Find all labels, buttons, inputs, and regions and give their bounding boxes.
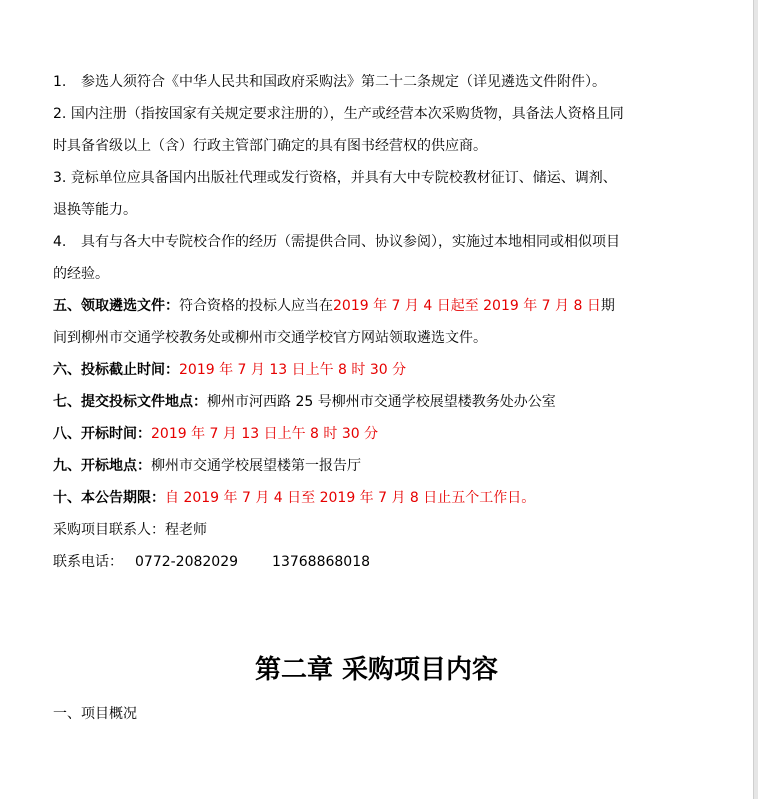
page-margin <box>754 0 758 799</box>
section-label: 十、本公告期限 <box>53 490 151 506</box>
label-colon: ： <box>137 458 151 474</box>
item-number: 2. <box>53 106 67 122</box>
chapter-title: 第二章 采购项目内容 <box>254 655 499 685</box>
phone-number-2: 13768868018 <box>272 554 371 570</box>
label-colon: ： <box>165 362 179 378</box>
item-text: 具有与各大中专院校合作的经历（需提供合同、协议参阅），实施过本地相同或相似项目 <box>81 234 620 250</box>
deadline-value: 2019 年 7 月 13 日上午 8 时 30 分 <box>179 362 407 378</box>
item-number: 4. <box>53 234 67 250</box>
item-text: 国内注册（指按国家有关规定要求注册的），生产或经营本次采购货物，具备法人资格且同 <box>70 106 624 122</box>
item-text: 参选人须符合《中华人民共和国政府采购法》第二十二条规定（详见遴选文件附件）。 <box>81 74 606 90</box>
section-text: 符合资格的投标人应当在 <box>179 298 333 314</box>
requirement-item-2-line1 <box>53 98 703 130</box>
section-label: 八、开标时间 <box>53 426 137 442</box>
item-text: 竞标单位应具备国内出版社代理或发行资格，并具有大中专院校教材征订、储运、调剂、 <box>70 170 617 186</box>
label-colon: ： <box>151 490 165 506</box>
contact-person <box>53 514 703 546</box>
requirement-item-3-line1 <box>53 162 703 194</box>
section-5-line1 <box>53 290 703 322</box>
label-colon: ： <box>165 298 179 314</box>
section-date: 2019 年 7 月 4 日起至 2019 年 7 月 8 日 <box>333 298 601 314</box>
requirement-item-2-line2 <box>53 130 703 162</box>
requirement-item-3-line2 <box>53 194 703 226</box>
section-5-line2 <box>53 322 703 354</box>
item-text: 的经验。 <box>53 266 109 282</box>
section-label: 九、开标地点 <box>53 458 137 474</box>
item-text: 退换等能力。 <box>53 202 137 218</box>
section-9 <box>53 450 703 482</box>
section-10 <box>53 482 703 514</box>
requirement-item-4-line1 <box>53 226 703 258</box>
item-number: 3. <box>53 170 67 186</box>
submission-location: 柳州市河西路 25 号柳州市交通学校展望楼教务处办公室 <box>207 394 556 410</box>
item-number: 1. <box>53 74 67 90</box>
announcement-period: 自 2019 年 7 月 4 日至 2019 年 7 月 8 日止五个工作日。 <box>165 490 536 506</box>
phone-label: 联系电话： <box>53 554 123 570</box>
label-colon: ： <box>193 394 207 410</box>
section-label: 七、提交投标文件地点 <box>53 394 193 410</box>
section-8 <box>53 418 703 450</box>
label-colon: ： <box>137 426 151 442</box>
contact-person-text: 采购项目联系人：程老师 <box>53 522 207 538</box>
opening-location: 柳州市交通学校展望楼第一报告厅 <box>151 458 361 474</box>
item-text: 时具备省级以上（含）行政主管部门确定的具有图书经营权的供应商。 <box>53 138 487 154</box>
section-label: 五、领取遴选文件 <box>53 298 165 314</box>
requirement-item-1 <box>53 66 703 98</box>
requirement-item-4-line2 <box>53 258 703 290</box>
opening-time: 2019 年 7 月 13 日上午 8 时 30 分 <box>151 426 379 442</box>
contact-phone <box>53 546 703 578</box>
section-heading: 一、项目概况 <box>53 706 137 722</box>
section-label: 六、投标截止时间 <box>53 362 165 378</box>
section-text: 间到柳州市交通学校教务处或柳州市交通学校官方网站领取遴选文件。 <box>53 330 487 346</box>
phone-number-1: 0772-2082029 <box>135 554 239 570</box>
section-7 <box>53 386 703 418</box>
document-body <box>53 66 703 578</box>
section-text-tail: 期 <box>600 298 615 314</box>
section-6 <box>53 354 703 386</box>
